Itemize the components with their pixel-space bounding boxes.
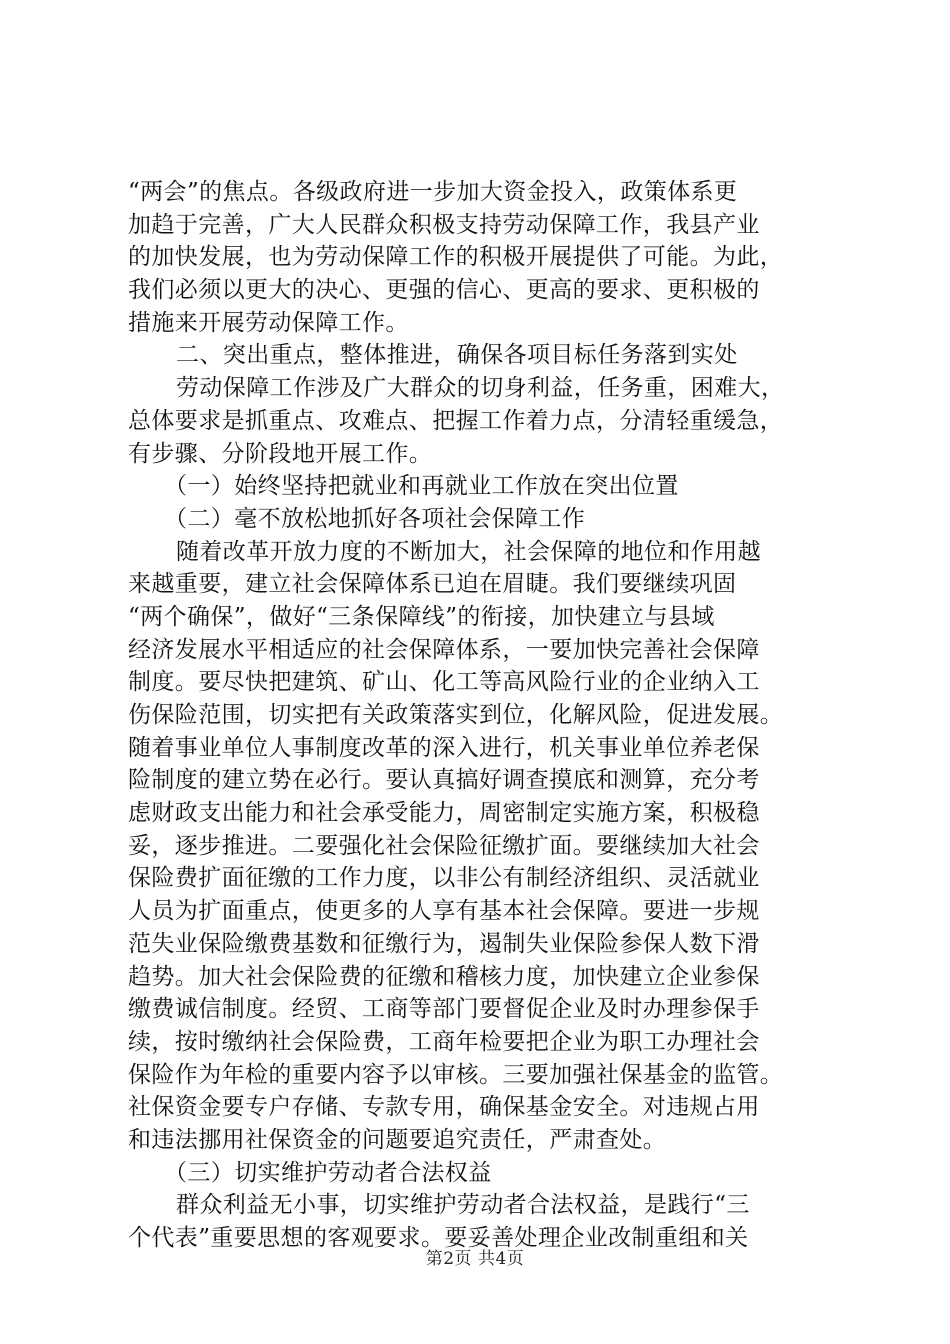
body-line: 经济发展水平相适应的社会保障体系，一要加快完善社会保障 xyxy=(128,636,760,663)
body-line: 加趋于完善，广大人民群众积极支持劳动保障工作，我县产业 xyxy=(128,211,760,238)
body-line: 险制度的建立势在必行。要认真搞好调查摸底和测算，充分考 xyxy=(128,767,760,794)
body-line: 我们必须以更大的决心、更强的信心、更高的要求、更积极的 xyxy=(128,277,760,304)
paragraph-first-line: 群众利益无小事，切实维护劳动者合法权益，是践行“三 xyxy=(176,1192,750,1219)
body-line: “两会”的焦点。各级政府进一步加大资金投入，政策体系更 xyxy=(128,179,738,205)
body-line: 保险费扩面征缴的工作力度，以非公有制经济组织、灵活就业 xyxy=(128,865,760,892)
paragraph-first-line: 随着改革开放力度的不断加大，社会保障的地位和作用越 xyxy=(176,538,761,565)
body-line: 个代表”重要思想的客观要求。要妥善处理企业改制重组和关 xyxy=(128,1225,749,1251)
body-line: 来越重要，建立社会保障体系已迫在眉睫。我们要继续巩固 xyxy=(128,571,737,598)
body-line: 随着事业单位人事制度改革的深入进行，机关事业单位养老保 xyxy=(128,734,760,761)
document-body xyxy=(128,176,858,1255)
body-line: 有步骤、分阶段地开展工作。 xyxy=(128,440,433,467)
body-line: 续，按时缴纳社会保险费，工商年检要把企业为职工办理社会 xyxy=(128,1028,760,1055)
subsection-heading: （一）始终坚持把就业和再就业工作放在突出位置 xyxy=(164,473,679,500)
body-line: 保险作为年检的重要内容予以审核。三要加强社保基金的监管。 xyxy=(128,1061,784,1088)
body-line: 范失业保险缴费基数和征缴行为，遏制失业保险参保人数下滑 xyxy=(128,930,760,957)
body-line: “两个确保”，做好“三条保障线”的衔接，加快建立与县域 xyxy=(128,603,715,630)
body-line: 制度。要尽快把建筑、矿山、化工等高风险行业的企业纳入工 xyxy=(128,669,760,696)
body-line: 措施来开展劳动保障工作。 xyxy=(128,309,409,336)
body-line: 妥，逐步推进。二要强化社会保险征缴扩面。要继续加大社会 xyxy=(128,832,760,859)
body-line: 伤保险范围，切实把有关政策落实到位，化解风险，促进发展。 xyxy=(128,702,784,728)
subsection-heading: （三）切实维护劳动者合法权益 xyxy=(164,1159,492,1186)
body-line: 的加快发展，也为劳动保障工作的积极开展提供了可能。为此， xyxy=(128,244,784,271)
body-line: 人员为扩面重点，使更多的人享有基本社会保障。要进一步规 xyxy=(128,898,760,925)
paragraph-first-line: 劳动保障工作涉及广大群众的切身利益，任务重，困难大， xyxy=(176,375,785,402)
body-line: 趋势。加大社会保险费的征缴和稽核力度，加快建立企业参保 xyxy=(128,963,760,990)
body-line: 社保资金要专户存储、专款专用，确保基金安全。对违规占用 xyxy=(128,1094,760,1121)
body-line: 缴费诚信制度。经贸、工商等部门要督促企业及时办理参保手 xyxy=(128,996,760,1023)
body-line: 和违法挪用社保资金的问题要追究责任，严肃查处。 xyxy=(128,1126,667,1153)
subsection-heading: （二）毫不放松地抓好各项社会保障工作 xyxy=(164,505,586,532)
body-line: 虑财政支出能力和社会承受能力，周密制定实施方案，积极稳 xyxy=(128,800,760,827)
body-line: 总体要求是抓重点、攻难点、把握工作着力点，分清轻重缓急， xyxy=(128,407,784,434)
section-heading: 二、突出重点，整体推进，确保各项目标任务落到实处 xyxy=(176,342,738,369)
page-number-footer: 第2页 共4页 xyxy=(425,1249,525,1269)
